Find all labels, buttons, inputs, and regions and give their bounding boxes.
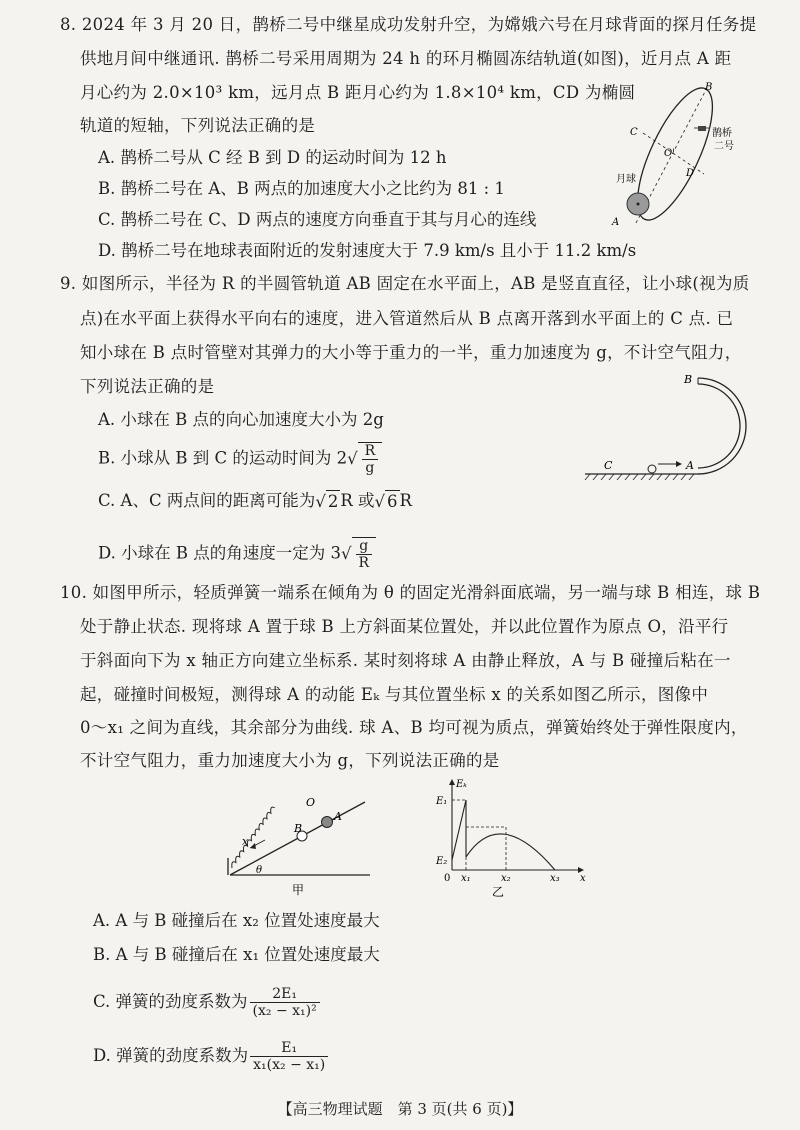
radicand-2: 6: [387, 492, 398, 511]
q10-option-d-text: D. 弹簧的劲度系数为: [93, 1046, 249, 1065]
q8-stem-line1: 8. 2024 年 3 月 20 日，鹊桥二号中继星成功发射升空，为嫦娥六号在月球背面的探月任务提: [60, 15, 757, 34]
q8-stem-line3: 月心约为 2.0×10³ km，远月点 B 距月心约为 1.8×10⁴ km，CD 为椭圆: [80, 83, 636, 102]
q9-option-b-text: B. 小球从 B 到 C 的运动时间为 2: [98, 448, 348, 468]
moon-label: 月球: [616, 174, 636, 185]
label-x: x: [580, 873, 586, 884]
outer-semicircle: [698, 378, 746, 474]
label-x1: x₁: [461, 873, 471, 884]
q10-stem-line3: 于斜面向下为 x 轴正方向建立坐标系. 某时刻将球 A 由静止释放，A 与 B 碰撞后粘在一: [80, 651, 731, 670]
q9-stem-line4: 下列说法正确的是: [80, 377, 215, 396]
q8-stem-line2: 供地月间中继通讯. 鹊桥二号采用周期为 24 h 的环月椭圆冻结轨道(如图)，近月点 A 距: [80, 49, 732, 68]
q9-option-c-end: R: [399, 491, 412, 510]
q10-option-d: [93, 1040, 330, 1073]
q10-option-a: A. A 与 B 碰撞后在 x₂ 位置处速度最大: [93, 911, 380, 930]
q10-stem-line6: 不计空气阻力，重力加速度大小为 g，下列说法正确的是: [80, 751, 500, 770]
label-c: C: [630, 127, 638, 138]
label-a: A: [686, 459, 694, 472]
q9-option-c: C. A、C 两点间的距离可能为√ 2 R 或√ 6 R: [98, 491, 412, 511]
q9-option-b: [98, 442, 382, 476]
q9-stem-line2: 点)在水平面上获得水平向右的速度，进入管道然后从 B 点离开落到水平面上的 C 点. 已: [80, 309, 734, 328]
ball-a: [322, 817, 333, 828]
label-theta: θ: [256, 865, 263, 876]
sqrt-symbol: √ $\frac{R}{g}$: [347, 442, 382, 476]
label-a: A: [612, 217, 620, 228]
label-o: O: [306, 796, 316, 809]
q9-option-a: A. 小球在 B 点的向心加速度大小为 2g: [98, 410, 384, 429]
fraction-denominator: x₁(x₂ − x₁): [253, 1057, 326, 1073]
fraction-denominator: (x₂ − x₁)²: [252, 1003, 317, 1019]
q9-option-c-text: C. A、C 两点间的距离可能为: [98, 491, 316, 510]
q9-option-d: D. 小球在 B 点的角速度一定为 3√ $\frac{g}{R}$: [98, 537, 376, 571]
q10-stem-line5: 0～x₁ 之间为直线，其余部分为曲线. 球 A、B 均可视为质点，弹簧始终处于弹性限度内，: [80, 718, 748, 737]
label-b: B: [684, 373, 693, 386]
q8-option-b: B. 鹊桥二号在 A、B 两点的加速度大小之比约为 81 : 1: [98, 179, 505, 198]
fraction-numerator: R: [362, 443, 379, 460]
q8-option-c: C. 鹊桥二号在 C、D 两点的速度方向垂直于其与月心的连线: [98, 210, 537, 229]
page-footer: 【高三物理试题 第 3 页(共 6 页)】: [277, 1100, 523, 1118]
label-e1: E₁: [436, 796, 448, 807]
label-b: B: [705, 82, 713, 93]
fraction-denominator: R: [358, 555, 370, 571]
inner-semicircle: [698, 384, 740, 468]
radicand-1: 2: [327, 492, 339, 511]
fraction-numerator: 2E₁: [250, 986, 320, 1003]
q9-option-d-text: D. 小球在 B 点的角速度一定为 3: [98, 543, 341, 563]
satellite-label-1: 鹊桥: [712, 128, 732, 139]
q9-stem-line3: 知小球在 B 点时管壁对其弹力的大小等于重力的一半，重力加速度为 g，不计空气阻力，: [80, 343, 742, 362]
linear-segment: [452, 800, 466, 860]
q10-figure-yi: [430, 775, 590, 900]
q9-option-c-mid: R 或: [340, 491, 375, 510]
label-origin: 0: [444, 873, 451, 884]
q9-stem-line1: 9. 如图所示，半径为 R 的半圆管轨道 AB 固定在水平面上，AB 是竖直直径，让小球(视为质: [60, 274, 750, 293]
satellite-icon: [694, 126, 710, 131]
figure-caption-yi: 乙: [492, 885, 505, 899]
label-x3: x₃: [550, 873, 560, 884]
moon-center: [637, 203, 640, 206]
satellite-label-2: 二号: [714, 141, 734, 152]
label-c: C: [604, 459, 613, 472]
label-e2: E₂: [436, 856, 448, 867]
fraction-denominator: g: [365, 460, 375, 476]
label-x2: x₂: [501, 873, 511, 884]
q10-option-b: B. A 与 B 碰撞后在 x₁ 位置处速度最大: [93, 945, 380, 964]
q10-stem-line1: 10. 如图甲所示，轻质弹簧一端系在倾角为 θ 的固定光滑斜面底端，另一端与球 B 相连，球 B: [60, 583, 761, 602]
q8-orbit-figure: [600, 78, 750, 228]
fraction-numerator: E₁: [250, 1040, 328, 1057]
q10-stem-line4: 起，碰撞时间极短，测得球 A 的动能 Eₖ 与其位置坐标 x 的关系如图乙所示，图像中: [80, 685, 709, 704]
q8-option-d: D. 鹊桥二号在地球表面附近的发射速度大于 7.9 km/s 且小于 11.2 km/s: [98, 241, 637, 260]
ground-hatch: [585, 474, 694, 480]
curve-segment: [466, 834, 555, 870]
label-d: D: [686, 168, 695, 179]
q10-stem-line2: 处于静止状态. 现将球 A 置于球 B 上方斜面某位置处，并以此位置作为原点 O，沿平行: [80, 617, 729, 636]
q10-option-c: [93, 986, 322, 1019]
q10-figure-jia: [220, 780, 390, 900]
q10-option-c-text: C. 弹簧的劲度系数为: [93, 992, 248, 1011]
q8-stem-line4: 轨道的短轴，下列说法正确的是: [80, 116, 316, 135]
fraction-numerator: g: [356, 538, 373, 555]
spring: [220, 806, 290, 868]
label-x: x: [242, 835, 249, 848]
label-ek: Eₖ: [456, 779, 467, 790]
label-a: A: [334, 810, 342, 823]
q8-option-a: A. 鹊桥二号从 C 经 B 到 D 的运动时间为 12 h: [98, 148, 447, 167]
figure-caption-jia: 甲: [292, 883, 305, 897]
ball: [648, 465, 656, 473]
q9-track-figure: [580, 368, 760, 483]
label-b: B: [294, 822, 303, 835]
label-o: O': [664, 148, 675, 159]
